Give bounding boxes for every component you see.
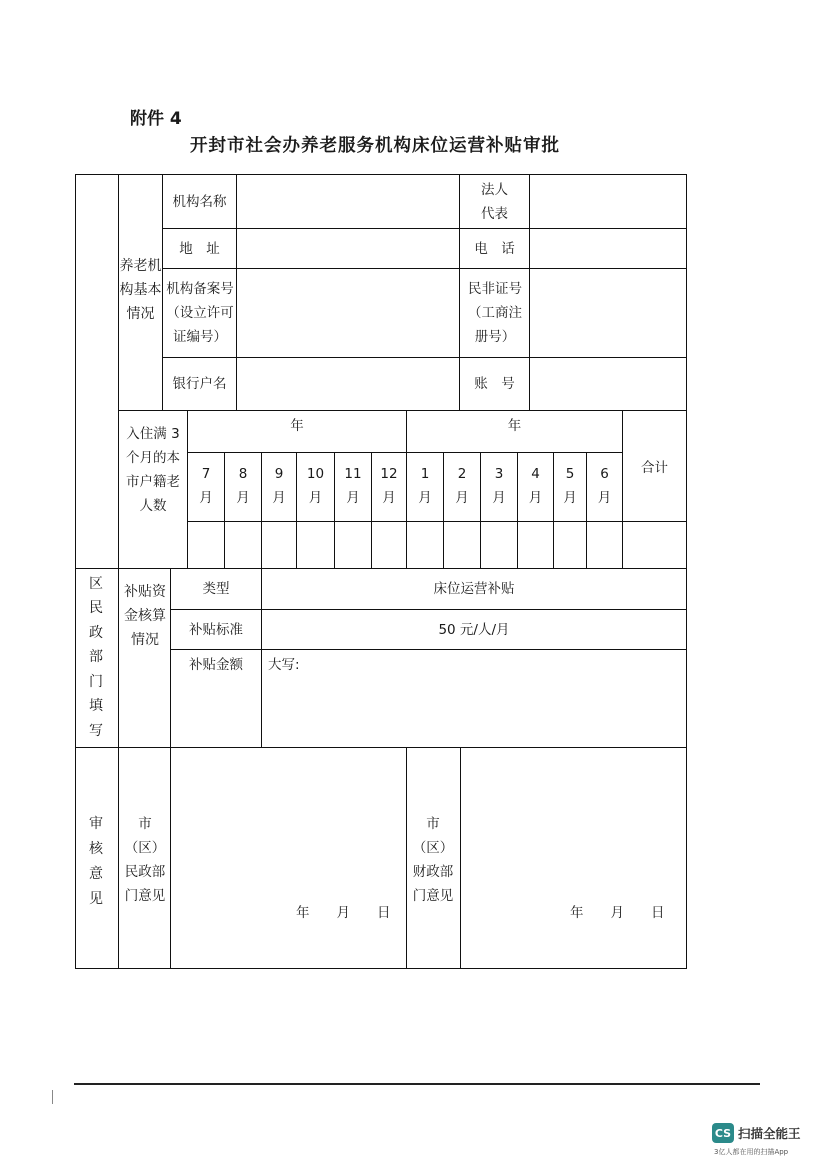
- civil-affairs-opinion-label: 市（区）民政部门意见: [124, 816, 166, 904]
- bank-account-name-label: 银行户名: [172, 376, 227, 392]
- bank-account-name-field[interactable]: [237, 358, 459, 410]
- month-header: 10 月: [306, 466, 325, 506]
- month-header: 3 月: [492, 466, 506, 506]
- subsidy-accounting-label: 补贴资金核算情况: [124, 584, 166, 648]
- address-label: 地 址: [179, 240, 220, 257]
- address-field[interactable]: [237, 229, 459, 268]
- subsidy-amount-label: 补贴金额: [189, 657, 243, 673]
- month-header: 5 月: [563, 466, 577, 506]
- watermark-name: 扫描全能王: [738, 1126, 801, 1141]
- month-header: 4 月: [528, 466, 543, 506]
- finance-opinion-field[interactable]: [461, 748, 686, 898]
- legal-rep-label-line1: 法人: [481, 182, 508, 198]
- month-header: 7 月: [199, 466, 213, 506]
- record-number-field[interactable]: [237, 269, 459, 357]
- org-name-label: 机构名称: [172, 193, 227, 210]
- footer-rule: [74, 1083, 760, 1085]
- month-header: 1 月: [418, 466, 432, 506]
- phone-field[interactable]: [530, 229, 686, 268]
- year-2-label: 年: [507, 418, 522, 434]
- civil-cert-number-label: 民非证号（工商注册号）: [468, 281, 522, 345]
- district-section-label: 区民政部门填写: [89, 575, 103, 739]
- month-header: 6 月: [597, 466, 612, 506]
- account-number-label: 账 号: [474, 376, 515, 392]
- subsidy-standard-value: 50 元/人/月: [438, 621, 510, 638]
- legal-rep-label-line2: 代表: [481, 206, 508, 222]
- finance-date: 年 月 日: [570, 905, 665, 921]
- civil-affairs-opinion-field[interactable]: [171, 748, 406, 898]
- type-label: 类型: [202, 581, 230, 597]
- subsidy-standard-label: 补贴标准: [189, 621, 243, 638]
- year-1-label: 年: [290, 418, 304, 434]
- account-number-field[interactable]: [530, 358, 686, 410]
- scanner-watermark: [712, 1122, 812, 1162]
- phone-label: 电 话: [474, 240, 515, 257]
- month-header: 12 月: [380, 466, 398, 506]
- month-header: 2 月: [455, 466, 469, 506]
- subsidy-amount-field[interactable]: [300, 655, 680, 743]
- legal-rep-field[interactable]: [530, 175, 686, 228]
- org-name-field[interactable]: [237, 175, 459, 228]
- month-header: 9 月: [272, 466, 286, 506]
- subsidy-amount-value: 大写:: [268, 657, 300, 673]
- attachment-label: 附件 4: [130, 109, 182, 129]
- finance-opinion-label: 市（区）财政部门意见: [412, 816, 454, 904]
- camscanner-icon: CS: [712, 1123, 734, 1143]
- residents-count-label: 入住满 3 个月的本市户籍老人数: [126, 425, 180, 514]
- month-header: 8 月: [236, 466, 250, 506]
- review-section-label: 审核意见: [89, 816, 103, 907]
- month-header: 11 月: [344, 466, 362, 506]
- document-title: 开封市社会办养老服务机构床位运营补贴审批: [190, 136, 560, 156]
- basic-info-section-label: 养老机构基本情况: [119, 258, 162, 322]
- civil-cert-number-field[interactable]: [530, 269, 686, 357]
- type-value: 床位运营补贴: [433, 581, 515, 597]
- civil-affairs-date: 年 月 日: [296, 905, 391, 921]
- scan-mark: [52, 1090, 53, 1104]
- watermark-tagline: 3亿人都在用的扫描App: [714, 1148, 789, 1156]
- record-number-label: 机构备案号（设立许可证编号）: [166, 281, 234, 345]
- monthly-count-input-row[interactable]: [188, 522, 686, 568]
- total-label: 合计: [641, 460, 668, 476]
